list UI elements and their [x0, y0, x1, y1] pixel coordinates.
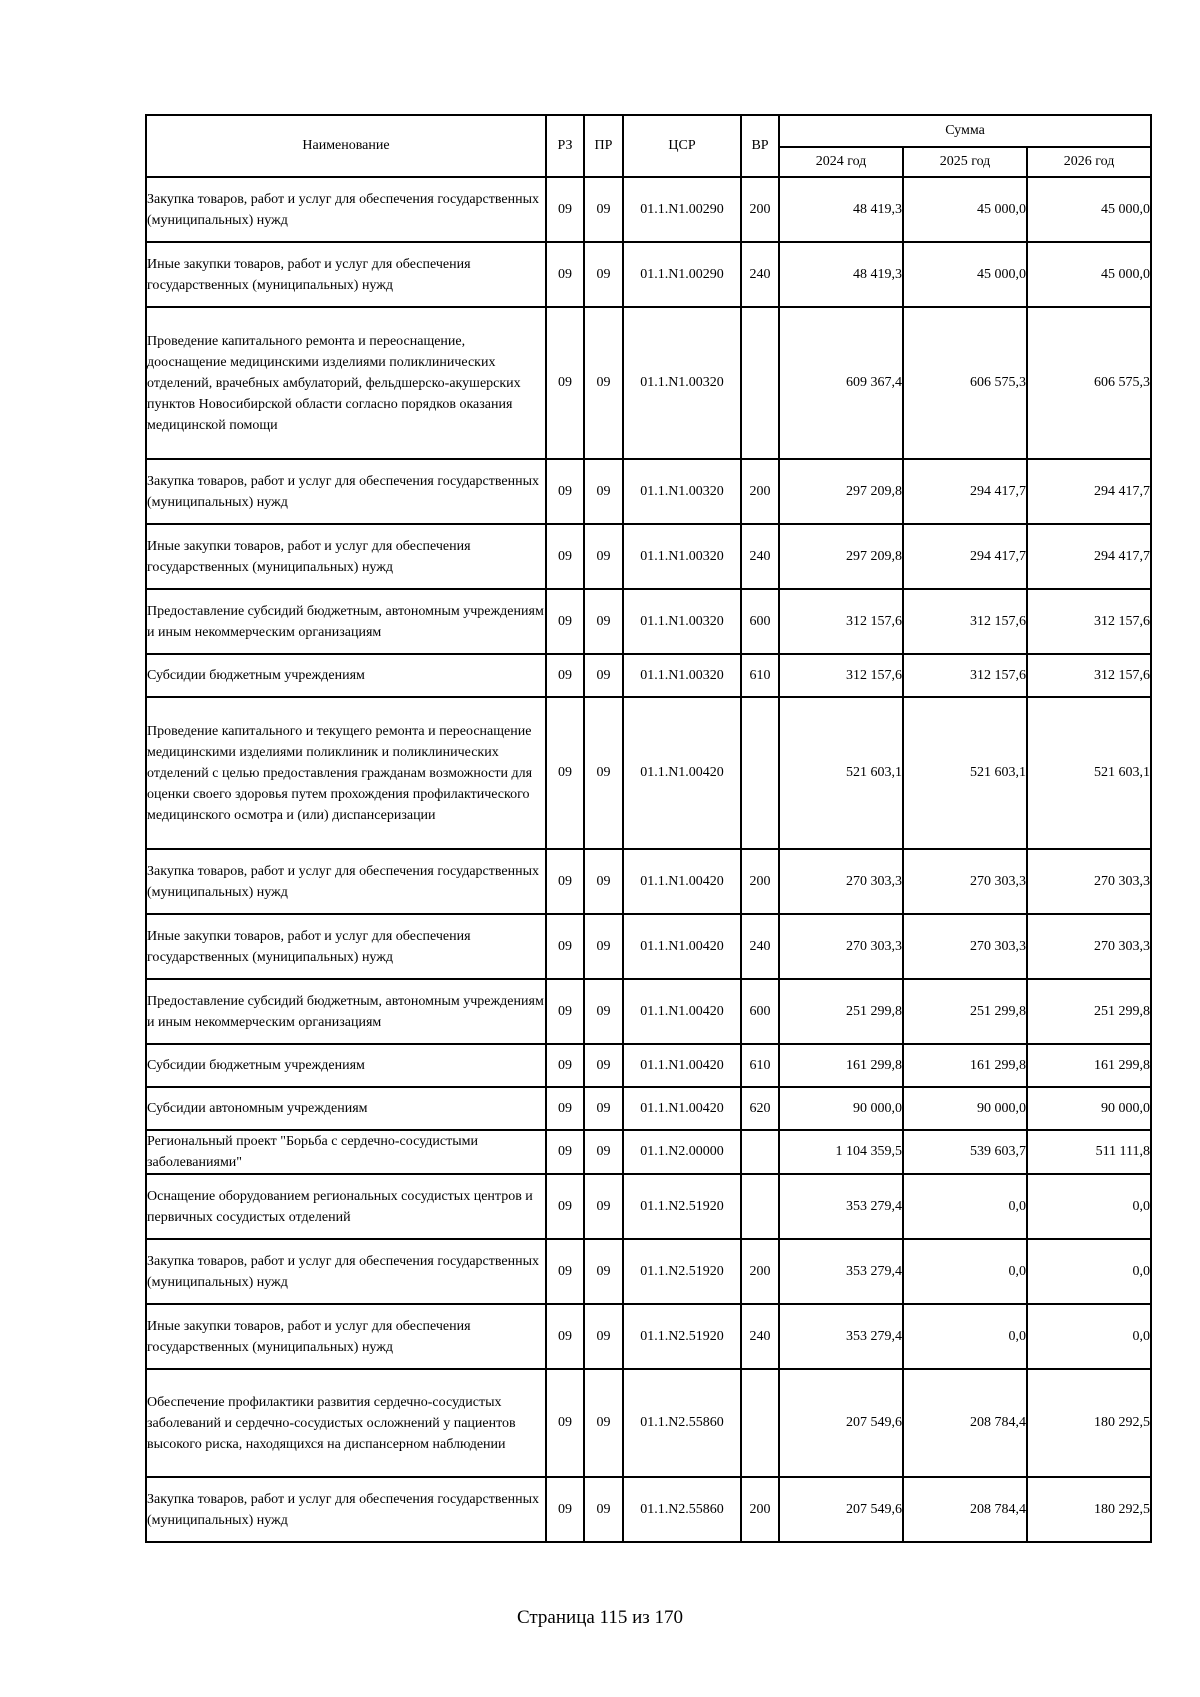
row-rz: 09: [546, 654, 584, 697]
row-csr: 01.1.N1.00420: [623, 914, 741, 979]
row-sum-2024: 251 299,8: [779, 979, 903, 1044]
header-name: Наименование: [146, 115, 546, 177]
row-sum-2026: 45 000,0: [1027, 177, 1151, 242]
row-sum-2025: 294 417,7: [903, 524, 1027, 589]
row-rz: 09: [546, 242, 584, 307]
row-pr: 09: [584, 177, 623, 242]
row-csr: 01.1.N1.00420: [623, 697, 741, 849]
page-number: Страница 115 из 170: [516, 1607, 684, 1628]
row-sum-2024: 312 157,6: [779, 589, 903, 654]
row-rz: 09: [546, 849, 584, 914]
row-rz: 09: [546, 589, 584, 654]
row-pr: 09: [584, 1369, 623, 1477]
row-vr: [741, 1130, 779, 1174]
table-row: [146, 849, 1151, 914]
row-name: Иные закупки товаров, работ и услуг для обеспечения государственных (муниципальных) нужд: [146, 1304, 546, 1369]
row-sum-2024: 161 299,8: [779, 1044, 903, 1087]
row-rz: 09: [546, 1044, 584, 1087]
row-sum-2024: 270 303,3: [779, 849, 903, 914]
row-pr: 09: [584, 589, 623, 654]
row-sum-2024: 1 104 359,5: [779, 1130, 903, 1174]
table-row: [146, 1174, 1151, 1239]
row-sum-2026: 294 417,7: [1027, 459, 1151, 524]
row-vr: 200: [741, 459, 779, 524]
row-name: Субсидии бюджетным учреждениям: [146, 1044, 546, 1087]
row-name: Предоставление субсидий бюджетным, автономным учреждениям и иным некоммерческим организациям: [146, 589, 546, 654]
row-sum-2026: 161 299,8: [1027, 1044, 1151, 1087]
row-sum-2026: 45 000,0: [1027, 242, 1151, 307]
row-sum-2025: 606 575,3: [903, 307, 1027, 459]
row-sum-2025: 161 299,8: [903, 1044, 1027, 1087]
row-name: Региональный проект "Борьба с сердечно-сосудистыми заболеваниями": [146, 1130, 546, 1174]
table-row: [146, 1477, 1151, 1542]
row-sum-2025: 270 303,3: [903, 849, 1027, 914]
row-rz: 09: [546, 1130, 584, 1174]
header-sum: Сумма: [779, 115, 1151, 147]
row-sum-2025: 521 603,1: [903, 697, 1027, 849]
row-pr: 09: [584, 1239, 623, 1304]
row-sum-2025: 294 417,7: [903, 459, 1027, 524]
row-name: Закупка товаров, работ и услуг для обеспечения государственных (муниципальных) нужд: [146, 849, 546, 914]
row-pr: 09: [584, 1130, 623, 1174]
row-sum-2026: 0,0: [1027, 1239, 1151, 1304]
row-csr: 01.1.N1.00320: [623, 654, 741, 697]
row-pr: 09: [584, 979, 623, 1044]
row-csr: 01.1.N1.00420: [623, 849, 741, 914]
row-sum-2025: 270 303,3: [903, 914, 1027, 979]
table-row: [146, 524, 1151, 589]
row-sum-2024: 353 279,4: [779, 1239, 903, 1304]
header-vr: ВР: [741, 115, 779, 177]
row-sum-2026: 270 303,3: [1027, 914, 1151, 979]
row-name: Иные закупки товаров, работ и услуг для обеспечения государственных (муниципальных) нужд: [146, 524, 546, 589]
row-sum-2026: 180 292,5: [1027, 1477, 1151, 1542]
row-pr: 09: [584, 1477, 623, 1542]
row-csr: 01.1.N2.55860: [623, 1477, 741, 1542]
table-row: [146, 654, 1151, 697]
row-pr: 09: [584, 1174, 623, 1239]
row-rz: 09: [546, 1087, 584, 1130]
row-pr: 09: [584, 914, 623, 979]
row-sum-2026: 606 575,3: [1027, 307, 1151, 459]
row-rz: 09: [546, 1239, 584, 1304]
row-pr: 09: [584, 654, 623, 697]
row-sum-2026: 270 303,3: [1027, 849, 1151, 914]
row-sum-2025: 45 000,0: [903, 242, 1027, 307]
row-csr: 01.1.N1.00320: [623, 589, 741, 654]
header-year-2025: 2025 год: [903, 147, 1027, 177]
row-sum-2025: 0,0: [903, 1239, 1027, 1304]
row-csr: 01.1.N1.00290: [623, 242, 741, 307]
row-sum-2026: 90 000,0: [1027, 1087, 1151, 1130]
row-sum-2025: 45 000,0: [903, 177, 1027, 242]
row-rz: 09: [546, 177, 584, 242]
row-sum-2026: 251 299,8: [1027, 979, 1151, 1044]
row-name: Предоставление субсидий бюджетным, автономным учреждениям и иным некоммерческим организациям: [146, 979, 546, 1044]
row-sum-2024: 353 279,4: [779, 1304, 903, 1369]
table-row: [146, 459, 1151, 524]
row-sum-2025: 0,0: [903, 1174, 1027, 1239]
row-vr: 200: [741, 1239, 779, 1304]
row-sum-2024: 353 279,4: [779, 1174, 903, 1239]
header-csr: ЦСР: [623, 115, 741, 177]
row-name: Оснащение оборудованием региональных сосудистых центров и первичных сосудистых отделений: [146, 1174, 546, 1239]
row-csr: 01.1.N1.00420: [623, 1044, 741, 1087]
row-csr: 01.1.N2.51920: [623, 1174, 741, 1239]
row-csr: 01.1.N1.00320: [623, 524, 741, 589]
row-name: Субсидии бюджетным учреждениям: [146, 654, 546, 697]
row-sum-2026: 312 157,6: [1027, 654, 1151, 697]
row-csr: 01.1.N2.51920: [623, 1239, 741, 1304]
row-pr: 09: [584, 242, 623, 307]
row-sum-2025: 208 784,4: [903, 1369, 1027, 1477]
header-year-2024: 2024 год: [779, 147, 903, 177]
row-vr: 620: [741, 1087, 779, 1130]
row-vr: 610: [741, 1044, 779, 1087]
row-vr: 200: [741, 1477, 779, 1542]
table-row: [146, 1304, 1151, 1369]
row-sum-2024: 90 000,0: [779, 1087, 903, 1130]
row-vr: 240: [741, 524, 779, 589]
row-sum-2025: 539 603,7: [903, 1130, 1027, 1174]
row-sum-2025: 312 157,6: [903, 589, 1027, 654]
table-row: [146, 177, 1151, 242]
row-rz: 09: [546, 914, 584, 979]
table-row: [146, 697, 1151, 849]
row-vr: [741, 307, 779, 459]
row-sum-2024: 48 419,3: [779, 242, 903, 307]
row-vr: [741, 1369, 779, 1477]
table-row: [146, 242, 1151, 307]
row-sum-2025: 312 157,6: [903, 654, 1027, 697]
row-csr: 01.1.N1.00290: [623, 177, 741, 242]
row-vr: [741, 697, 779, 849]
row-sum-2024: 297 209,8: [779, 459, 903, 524]
row-sum-2024: 609 367,4: [779, 307, 903, 459]
row-name: Закупка товаров, работ и услуг для обеспечения государственных (муниципальных) нужд: [146, 459, 546, 524]
table-row: [146, 589, 1151, 654]
row-name: Проведение капитального и текущего ремонта и переоснащение медицинскими изделиями поликлиник и поликлинических отделений с целью предоставления гражданам возможности для оценки своего здоровья путем прохождения профилактического медицинского осмотра и (или) диспансеризации: [146, 697, 546, 849]
row-vr: 240: [741, 914, 779, 979]
row-csr: 01.1.N1.00420: [623, 1087, 741, 1130]
row-sum-2024: 297 209,8: [779, 524, 903, 589]
row-sum-2024: 270 303,3: [779, 914, 903, 979]
row-name: Закупка товаров, работ и услуг для обеспечения государственных (муниципальных) нужд: [146, 1239, 546, 1304]
row-rz: 09: [546, 697, 584, 849]
row-csr: 01.1.N1.00420: [623, 979, 741, 1044]
row-csr: 01.1.N2.55860: [623, 1369, 741, 1477]
header-pr: ПР: [584, 115, 623, 177]
row-pr: 09: [584, 307, 623, 459]
row-sum-2025: 0,0: [903, 1304, 1027, 1369]
row-pr: 09: [584, 697, 623, 849]
row-name: Иные закупки товаров, работ и услуг для обеспечения государственных (муниципальных) нужд: [146, 914, 546, 979]
row-pr: 09: [584, 524, 623, 589]
row-sum-2026: 180 292,5: [1027, 1369, 1151, 1477]
row-csr: 01.1.N1.00320: [623, 307, 741, 459]
row-vr: [741, 1174, 779, 1239]
row-rz: 09: [546, 979, 584, 1044]
header-rz: РЗ: [546, 115, 584, 177]
table-row: [146, 979, 1151, 1044]
row-name: Иные закупки товаров, работ и услуг для обеспечения государственных (муниципальных) нужд: [146, 242, 546, 307]
row-csr: 01.1.N2.00000: [623, 1130, 741, 1174]
row-sum-2026: 511 111,8: [1027, 1130, 1151, 1174]
row-sum-2026: 521 603,1: [1027, 697, 1151, 849]
table-row: [146, 1130, 1151, 1174]
row-csr: 01.1.N2.51920: [623, 1304, 741, 1369]
row-csr: 01.1.N1.00320: [623, 459, 741, 524]
row-sum-2026: 312 157,6: [1027, 589, 1151, 654]
row-vr: 610: [741, 654, 779, 697]
row-name: Закупка товаров, работ и услуг для обеспечения государственных (муниципальных) нужд: [146, 1477, 546, 1542]
table-row: [146, 307, 1151, 459]
row-vr: 600: [741, 589, 779, 654]
table-row: [146, 1369, 1151, 1477]
row-sum-2025: 208 784,4: [903, 1477, 1027, 1542]
budget-table: [145, 114, 1152, 1543]
row-sum-2025: 251 299,8: [903, 979, 1027, 1044]
row-sum-2024: 312 157,6: [779, 654, 903, 697]
table-row: [146, 914, 1151, 979]
table-row: [146, 1044, 1151, 1087]
row-sum-2024: 48 419,3: [779, 177, 903, 242]
row-rz: 09: [546, 1477, 584, 1542]
row-vr: 200: [741, 849, 779, 914]
row-name: Субсидии автономным учреждениям: [146, 1087, 546, 1130]
row-name: Обеспечение профилактики развития сердечно-сосудистых заболеваний и сердечно-сосудистых осложнений у пациентов высокого риска, находящихся на диспансерном наблюдении: [146, 1369, 546, 1477]
row-rz: 09: [546, 1369, 584, 1477]
row-rz: 09: [546, 524, 584, 589]
row-vr: 240: [741, 1304, 779, 1369]
row-sum-2026: 0,0: [1027, 1174, 1151, 1239]
row-pr: 09: [584, 1087, 623, 1130]
row-pr: 09: [584, 459, 623, 524]
row-sum-2026: 0,0: [1027, 1304, 1151, 1369]
header-year-2026: 2026 год: [1027, 147, 1151, 177]
table-row: [146, 1239, 1151, 1304]
row-sum-2025: 90 000,0: [903, 1087, 1027, 1130]
row-sum-2024: 521 603,1: [779, 697, 903, 849]
row-sum-2024: 207 549,6: [779, 1477, 903, 1542]
row-sum-2026: 294 417,7: [1027, 524, 1151, 589]
row-vr: 240: [741, 242, 779, 307]
row-name: Закупка товаров, работ и услуг для обеспечения государственных (муниципальных) нужд: [146, 177, 546, 242]
row-pr: 09: [584, 1304, 623, 1369]
row-rz: 09: [546, 307, 584, 459]
row-pr: 09: [584, 1044, 623, 1087]
row-vr: 200: [741, 177, 779, 242]
row-rz: 09: [546, 459, 584, 524]
row-name: Проведение капитального ремонта и переоснащение, дооснащение медицинскими изделиями поликлинических отделений, врачебных амбулаторий, фельдшерско-акушерских пунктов Новосибирской области согласно порядков оказания медицинской помощи: [146, 307, 546, 459]
row-vr: 600: [741, 979, 779, 1044]
row-rz: 09: [546, 1174, 584, 1239]
table-row: [146, 1087, 1151, 1130]
row-rz: 09: [546, 1304, 584, 1369]
table-body: [146, 177, 1151, 1542]
row-pr: 09: [584, 849, 623, 914]
row-sum-2024: 207 549,6: [779, 1369, 903, 1477]
